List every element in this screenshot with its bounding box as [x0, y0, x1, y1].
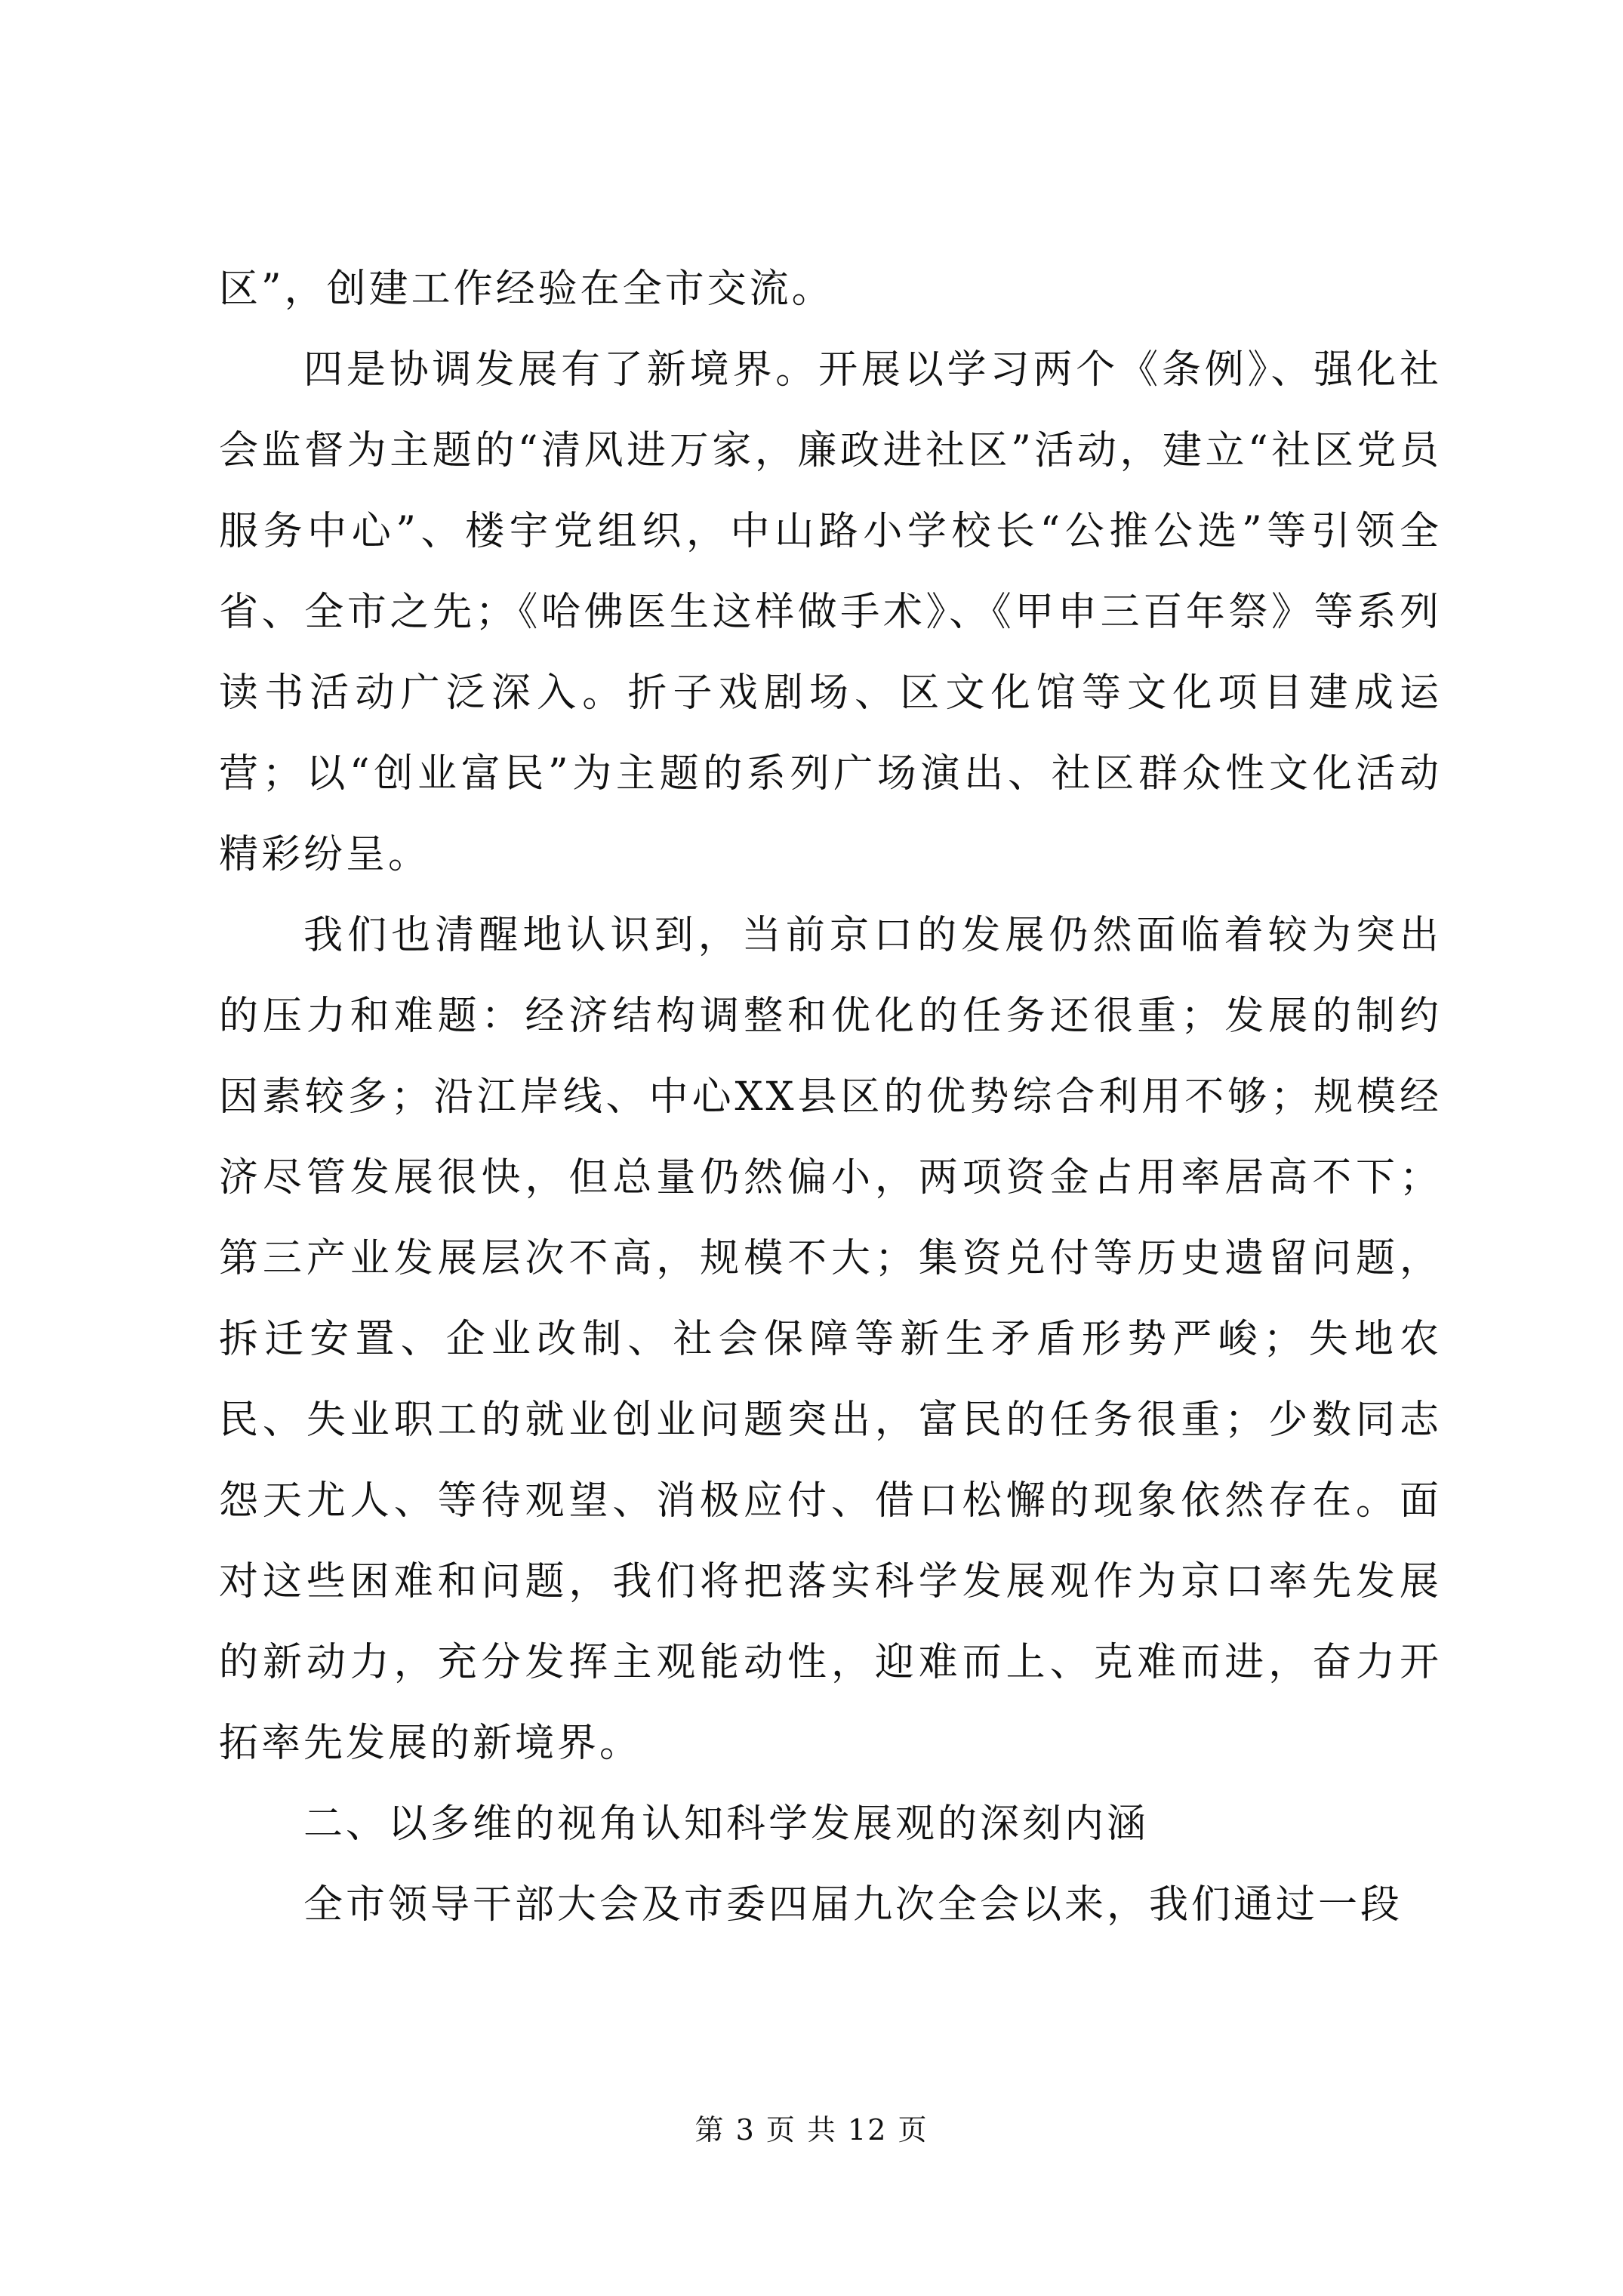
paragraph-continuation: 区”，创建工作经验在全市交流。	[219, 267, 834, 312]
paragraph-coordinated-development: 四是协调发展有了新境界。开展以学习两个《条例》、强化社会监督为主题的“清风进万家，廉政进社区”活动，建立“社区党员服务中心”、楼宇党组织，中山路小学校长“公推公选”等引领全省、全市之先；《哈佛医生这样做手术》、《甲申三百年祭》等系列读书活动广泛深入。折子戏剧场、区文化馆等文化项目建成运营；以“创业富民”为主题的系列广场演出、社区群众性文化活动精彩纷呈。	[219, 347, 1442, 877]
document-body	[219, 249, 1442, 1946]
page-number-footer: 第 3 页 共 12 页	[694, 2113, 929, 2147]
paragraph-challenges: 我们也清醒地认识到，当前京口的发展仍然面临着较为突出的压力和难题：经济结构调整和优化的任务还很重；发展的制约因素较多；沿江岸线、中心XX县区的优势综合利用不够；规模经济尽管发展很快，但总量仍然偏小，两项资金占用率居高不下；第三产业发展层次不高，规模不大；集资兑付等历史遗留问题，拆迁安置、企业改制、社会保障等新生矛盾形势严峻；失地农民、失业职工的就业创业问题突出，富民的任务很重；少数同志怨天尤人、等待观望、消极应付、借口松懈的现象依然存在。面对这些困难和问题，我们将把落实科学发展观作为京口率先发展的新动力，充分发挥主观能动性，迎难而上、克难而进，奋力开拓率先发展的新境界。	[219, 913, 1442, 1766]
paragraph-leadership-meeting: 全市领导干部大会及市委四届九次全会以来，我们通过一段	[303, 1882, 1403, 1928]
section-heading: 二、以多维的视角认知科学发展观的深刻内涵	[303, 1801, 1150, 1847]
